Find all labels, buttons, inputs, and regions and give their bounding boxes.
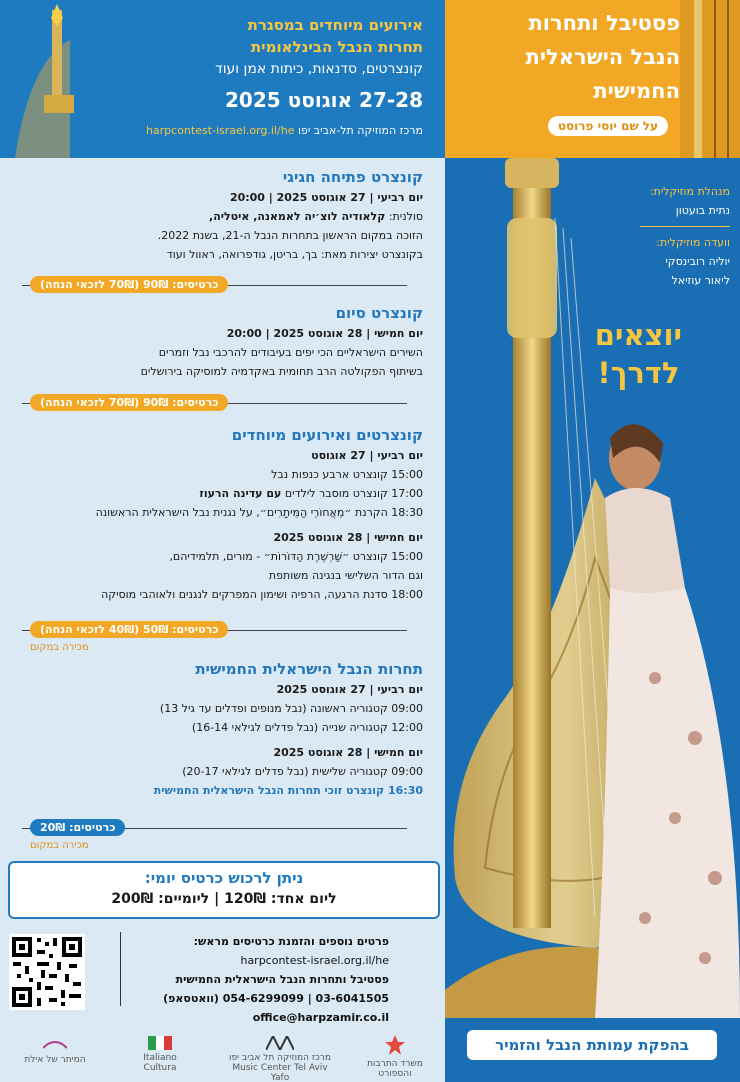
special-ticket: כרטיסים: 50₪ (40₪ לזכאי הנחה) (30, 621, 228, 638)
sponsor-logos (10, 1026, 430, 1082)
credits (570, 182, 730, 290)
harp-panel (445, 158, 740, 1082)
eilat-string-icon (43, 1036, 67, 1052)
daily-two-days: ליומיים: 200₪ (111, 891, 210, 907)
special-events (18, 424, 423, 604)
special-d1-e2 (18, 484, 423, 503)
slogan-line2: לדרך! (597, 356, 680, 390)
daily-one-day: ליום אחד: 120₪ (224, 891, 337, 907)
daily-pass-title: ניתן לרכוש כרטיס יומי: (144, 869, 304, 887)
contact-url[interactable]: harpcontest-israel.org.il/he (240, 954, 389, 967)
contact-heading: פרטים נוספים והזמנת כרטיסים מראש: (193, 935, 389, 948)
opening-soloist-label: סולנית: (388, 210, 423, 223)
closing-line1: השירים הישראליים הכי יפים בעיבודים להרכבי נבל וזמרים (158, 346, 423, 359)
header-line2: תחרות הנבל הבינלאומית (250, 38, 423, 56)
special-d2-e2: 18:00 סדנת הרגעה, הרפיה ושימון המפרקים לנגנים ולאוהבי מוסיקה (101, 588, 423, 601)
logo-eilat-label: המיתר של אילת (24, 1055, 86, 1065)
daily-sep: | (209, 891, 220, 907)
logo-italiano (130, 1036, 190, 1073)
competition-d2-e2-text: 16:30 קונצרט זוכי תחרות הנבל הישראלית החמישית (153, 784, 423, 797)
special-d1-e2b: עם עדינה הרעוז (199, 487, 282, 500)
opening-title: קונצרט פתיחה חגיגי (282, 168, 423, 186)
header-left (0, 0, 445, 158)
special-d1-e1: 15:00 קונצרט ארבע כנפות נבל (271, 468, 423, 481)
special-d2-e1b: וגם הדור השלישי בנגינה משותפת (268, 569, 423, 582)
opening-soloist (18, 207, 423, 226)
logo-culture-ministry (360, 1034, 430, 1079)
logo-eilat (20, 1036, 90, 1065)
competition-d2-e2 (18, 781, 423, 800)
closing-line2: בשיתוף הפקולטה הרב תחומית באקדמיה למוסיקה בירושלים (140, 365, 423, 378)
contact-email[interactable]: office@harpzamir.co.il (252, 1011, 389, 1024)
opening-soloist-name: קלאודיה לוצ׳יה לאמאנה, איטליה, (209, 210, 386, 223)
slogan-line1: יוצאים (594, 318, 682, 352)
logo-music-center-label: מרכז המוזיקה תל אביב יפו Music Center Tel Aviv Yafo (229, 1053, 331, 1082)
competition-day1: יום רביעי | 27 אוגוסט 2025 (276, 683, 423, 696)
music-center-icon (266, 1036, 294, 1050)
committee-member-1: יוליה רובינסקי (665, 255, 730, 268)
closing-when: יום חמישי | 28 אוגוסט 2025 | 20:00 (226, 327, 423, 340)
competition-d2-e1: 09:00 קטגוריה שלישית (נבל פדלים לגילאי 20-17) (182, 765, 423, 778)
header-dates: 27-28 אוגוסט 2025 (225, 88, 423, 112)
closing-ticket: כרטיסים: 90₪ (70₪ לזכאי הנחה) (30, 394, 228, 411)
header-venue: מרכז המוזיקה תל-אביב יפו (297, 124, 423, 137)
contact-org: פסטיבל ותחרות הנבל הישראלית החמישית (175, 973, 389, 986)
special-d2-e1a: 15:00 קונצרט ״שַׁרְשֶׁרֶת הַדּוֹרוֹת״ - מורים, תלמידיהם, (169, 550, 423, 563)
qr-code-icon[interactable] (9, 934, 85, 1010)
title-line1: פסטיבל ותחרות (528, 11, 680, 35)
schedule (0, 158, 445, 1082)
competition-title: תחרות הנבל הישראלית החמישית (195, 660, 423, 678)
header-url[interactable]: harpcontest-israel.org.il/he (145, 124, 295, 137)
producer-banner: בהפקת עמותת הנבל והזמיר (467, 1030, 717, 1060)
competition-d1-e2: 12:00 קטגוריה שנייה (נבל פדלים לגילאי 16-14) (191, 721, 423, 734)
logo-culture-ministry-label: משרד התרבות והספורט (367, 1059, 423, 1079)
opening-ticket: כרטיסים: 90₪ (70₪ לזכאי הנחה) (30, 276, 228, 293)
contact-phones[interactable]: 03-6041505 | 054-6299099 (וואטסאפ) (163, 992, 389, 1005)
header-line1: אירועים מיוחדים במסגרת (247, 16, 423, 34)
competition-d1-e1: 09:00 קטגוריה ראשונה (נבל מנופים ופדלים עד גיל 13) (159, 702, 423, 715)
daily-pass-prices (10, 891, 438, 907)
header-line3: קונצרטים, סדנאות, כיתות אמן ועוד (215, 61, 423, 77)
header-site (138, 124, 423, 137)
opening-when: יום רביעי | 27 אוגוסט 2025 | 20:00 (229, 191, 423, 204)
closing-title: קונצרט סיום (335, 304, 423, 322)
closing-concert (18, 302, 423, 381)
harp-top-icon (10, 0, 90, 158)
committee-member-2: ליאור עוזיאל (671, 274, 730, 287)
credits-divider (640, 226, 730, 227)
competition-day2: יום חמישי | 28 אוגוסט 2025 (273, 746, 423, 759)
slogan (595, 316, 682, 392)
header-right (445, 0, 740, 158)
competition-ticket: כרטיסים: 20₪ (30, 819, 125, 836)
opening-line3: בקונצרט יצירות מאת: בך, בריטן, גודפרואה, ראוול ועוד (166, 248, 423, 261)
ministry-star-icon (384, 1034, 406, 1056)
opening-line2: הזוכה במקום הראשון בתחרות הנבל ה-21, בשנת 2022. (157, 229, 423, 242)
director-name: נתית בועטון (675, 204, 730, 217)
special-day1: יום רביעי | 27 אוגוסט (311, 449, 423, 462)
title-line3: החמישית (593, 79, 680, 103)
festival-title (450, 6, 680, 108)
memorial-badge: על שם יוסי פרוסט (548, 116, 668, 136)
contact-divider (120, 932, 121, 1006)
competition-venue-note: מכירה במקום (30, 840, 89, 851)
competition (18, 658, 423, 800)
special-day2: יום חמישי | 28 אוגוסט 2025 (273, 531, 423, 544)
special-title: קונצרטים ואירועים מיוחדים (231, 426, 423, 444)
daily-pass-box (8, 861, 440, 919)
contact-info (89, 932, 389, 1027)
director-role: מנהלת מוזיקלית: (649, 185, 730, 198)
special-d1-e2a: 17:00 קונצרט מוסבר לילדים (284, 487, 423, 500)
special-venue-note: מכירה במקום (30, 642, 89, 653)
logo-italiano-label: Italiano Cultura (143, 1053, 177, 1073)
special-d1-e3: 18:30 הקרנת ״מֵאֲחוֹרֵי הַמֵּיתָרִים״, על נגנית נבל הישראלית הראשונה (95, 506, 423, 519)
italy-flag-icon (148, 1036, 172, 1050)
logo-music-center (225, 1036, 335, 1082)
committee-role: וועדה מוזיקלית: (656, 236, 730, 249)
title-line2: הנבל הישראלית (525, 45, 680, 69)
opening-concert (18, 166, 423, 264)
harp-column-icon (680, 0, 740, 158)
